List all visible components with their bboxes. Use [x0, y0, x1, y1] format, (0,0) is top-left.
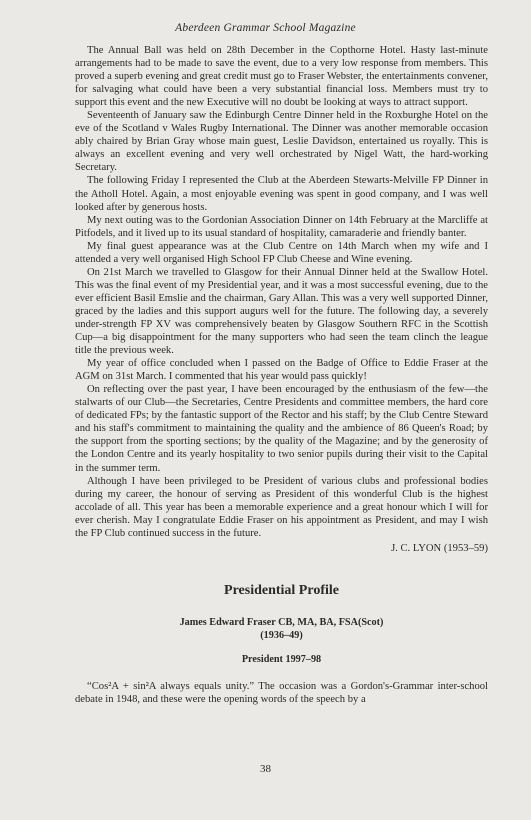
running-header: Aberdeen Grammar School Magazine	[175, 22, 356, 34]
section-title: Presidential Profile	[224, 582, 339, 598]
profile-name: James Edward Fraser CB, MA, BA, FSA(Scot)	[179, 616, 384, 628]
paragraph-cheese-and-wine: My final guest appearance was at the Club Centre on 14th March when my wife and I attended a very well organised High School FP Club Cheese and Wine evening.	[75, 240, 488, 265]
page-number: 38	[260, 763, 271, 775]
profile-years: (1936–49)	[260, 629, 303, 641]
paragraph-gordonian-dinner: My next outing was to the Gordonian Association Dinner on 14th February at the Marcliffe at Pitfodels, and it lived up to its usual standard of hospitality, camaraderie and friendly banter.	[75, 214, 488, 239]
paragraph-closing: Although I have been privileged to be President of various clubs and professional bodies during my career, the honour of serving as President of this wonderful Club is the highest accolade of all. This year has been a memorable experience and a great honour which I will for ever cherish. May I congratulate Eddie Fraser on his appointment as President, and may I wish the FP Club continued success in the future.	[75, 475, 488, 539]
paragraph-edinburgh-dinner: Seventeenth of January saw the Edinburgh Centre Dinner held in the Roxburghe Hotel on the eve of the Scotland v Wales Rugby International. The Dinner was another memorable occasion ably chaired by Brian Gray whose main guest, Leslie Davidson, entertained us royally. This is always an excellent evening and very well orchestrated by Nigel Watt, the hard-working Secretary.	[75, 110, 488, 174]
profile-opening-paragraph: “Cos²A + sin²A always equals unity.” The occasion was a Gordon's-Grammar inter-school debate in 1948, and these were the opening words of the speech by a	[75, 680, 488, 705]
author-signature: J. C. LYON (1953–59)	[391, 542, 488, 554]
paragraph-reflection: On reflecting over the past year, I have been encouraged by the enthusiasm of the few—the stalwarts of our Club—the Secretaries, Centre Presidents and committee members, the hard core of dedicated FPs; by the fantastic support of the Rector and his staff; by the Club Centre Steward and his staff's commitment to maintaining the quality and the ambience of 86 Queen's Road; by the support from the sporting sections; by the quality of the Magazine; and by the generosity of the London Centre and its yearly hospitality to two senior pupils during their visit to the Capital in the summer term.	[75, 384, 488, 474]
paragraph-annual-ball: The Annual Ball was held on 28th December in the Copthorne Hotel. Hasty last-minute arrangements had to be made to save the event, due to a very low response from members. This proved a superb evening and great credit must go to Fraser Webster, the entertainments convener, for salvaging what could have been a very substantial financial loss. Members must try to support this event and the new Executive will no doubt be looking at ways to attract support.	[75, 45, 488, 109]
paragraph-glasgow-dinner: On 21st March we travelled to Glasgow for their Annual Dinner held at the Swallow Hotel. This was the final event of my Presidential year, and it was a most successful evening, due to the ever efficient Basil Emslie and the chairman, Gary Allan. This was a very well supported Dinner, graced by the ladies and this support augurs well for the future. The following day, a severely under-strength FP XV was comprehensively beaten by Glasgow Southern RFC in the Scottish Cup—a big disappointment for the many supporters who had seen the team clinch the league title the previous week.	[75, 266, 488, 357]
profile-role: President 1997–98	[241, 653, 322, 665]
paragraph-year-concluded: My year of office concluded when I passed on the Badge of Office to Eddie Fraser at the AGM on 31st March. I commented that his year would pass quickly!	[75, 358, 488, 383]
article-body	[75, 44, 488, 706]
paragraph-stewarts-melville-dinner: The following Friday I represented the Club at the Aberdeen Stewarts-Melville FP Dinner in the Atholl Hotel. Again, a most enjoyable evening was spent in good company, and I was well looked after by generous hosts.	[75, 175, 488, 213]
